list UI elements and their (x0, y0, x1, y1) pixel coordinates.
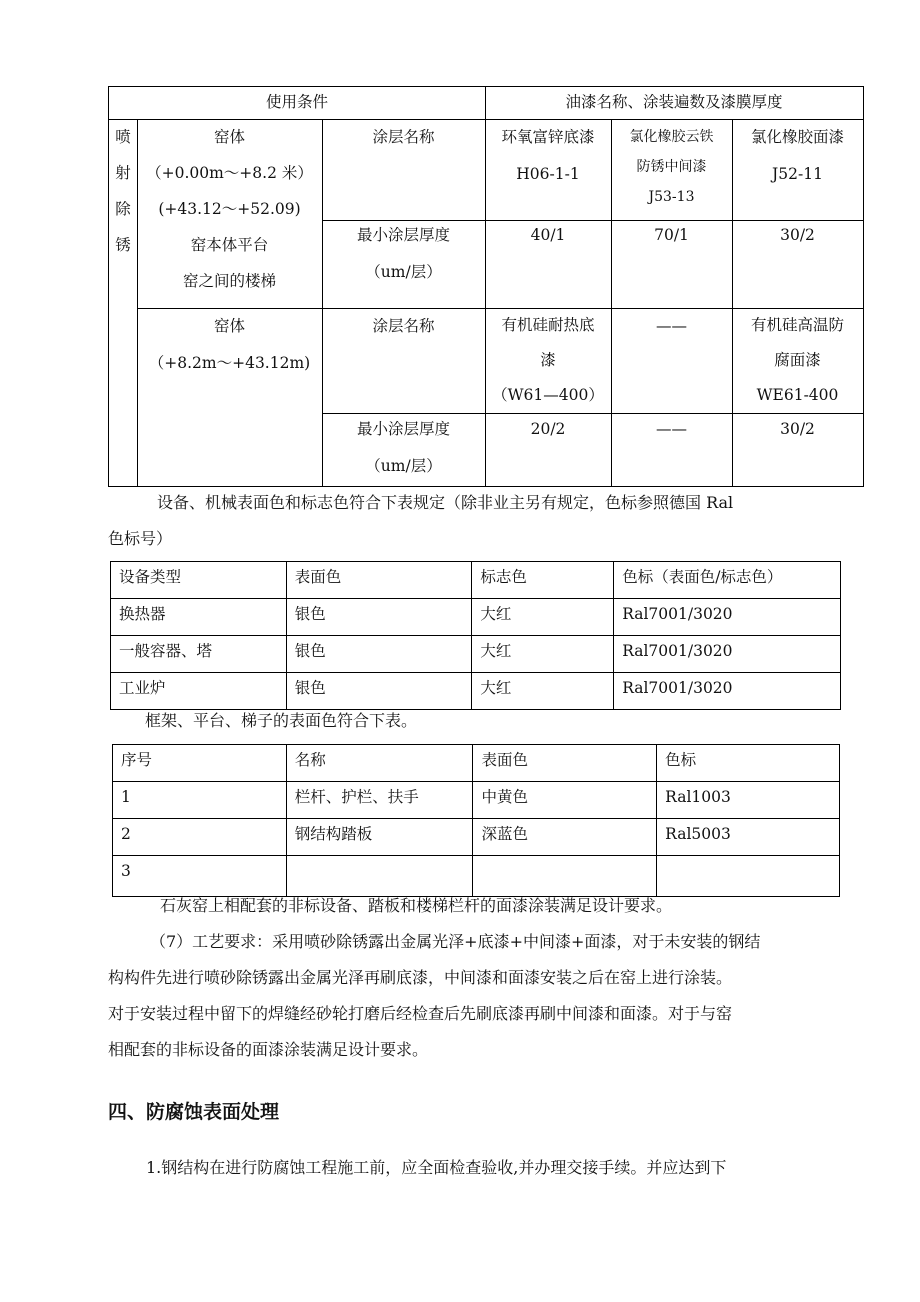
table-cell: 银色 (286, 636, 472, 673)
middle-code: J53-13 (648, 189, 695, 205)
table-header-row (111, 562, 841, 599)
method-column (109, 119, 137, 263)
table-cell: 一般容器、塔 (111, 636, 287, 673)
primer-code: H06-1-1 (516, 165, 580, 183)
middle-coat-name (611, 122, 732, 212)
method-char: 射 (115, 164, 131, 182)
thickness-unit: （um/层） (365, 263, 442, 281)
table-row (113, 819, 840, 856)
table-cell: Ral1003 (657, 782, 840, 819)
top-thickness: 30/2 (780, 420, 815, 438)
table-cell: 深蓝色 (473, 819, 657, 856)
method-char: 喷 (115, 128, 131, 146)
table-cell (657, 856, 840, 897)
middle-thickness: —— (656, 420, 687, 438)
table-cell: 银色 (286, 599, 472, 636)
primer-name (485, 308, 611, 413)
table-cell: 工业炉 (111, 673, 287, 710)
header-cell: 标志色 (472, 562, 614, 599)
primer-thickness: 40/1 (530, 226, 566, 244)
table-cell: Ral5003 (657, 819, 840, 856)
equipment-color-paragraph-line2: 色标号） (108, 529, 173, 548)
table-row (111, 599, 841, 636)
coating-name-label: 涂层名称 (372, 317, 435, 335)
location-line: (+43.12～+52.09) (158, 200, 301, 218)
primer-thickness: 20/2 (530, 420, 566, 438)
table-cell: 3 (113, 856, 287, 897)
header-cell: 名称 (286, 745, 473, 782)
table-cell: 中黄色 (473, 782, 657, 819)
header-cell: 色标（表面色/标志色） (614, 562, 841, 599)
group1-location (137, 119, 322, 299)
table-cell: Ral7001/3020 (614, 673, 841, 710)
table-cell: 换热器 (111, 599, 287, 636)
top-thickness: 30/2 (780, 226, 815, 244)
primer-code: （W61—400） (492, 386, 604, 404)
middle-thickness: 70/1 (654, 226, 689, 244)
middle-name-line: 氯化橡胶云铁 (629, 129, 714, 145)
primer-name-line: 环氧富锌底漆 (501, 128, 595, 146)
header-cell: 色标 (657, 745, 840, 782)
table-cell: 2 (113, 819, 287, 856)
header-cell: 序号 (113, 745, 287, 782)
method-char: 除 (115, 200, 131, 218)
location-line: （+0.00m～+8.2 米） (146, 164, 313, 182)
thickness-unit: （um/层） (365, 457, 442, 475)
thickness-label-line: 最小涂层厚度 (356, 420, 450, 438)
method-char: 锈 (115, 236, 131, 254)
process-paragraph-line4: 相配套的非标设备的面漆涂装满足设计要求。 (108, 1040, 429, 1059)
min-thickness-label (322, 217, 485, 291)
frame-color-table (112, 744, 840, 897)
lime-kiln-paragraph: 石灰窑上相配套的非标设备、踏板和楼梯栏杆的面漆涂装满足设计要求。 (160, 896, 673, 915)
middle-coat-name: —— (656, 317, 687, 335)
location-line: 窑体 (213, 128, 245, 146)
top-name-line: 有机硅高温防 (750, 316, 844, 334)
header-cell: 设备类型 (111, 562, 287, 599)
process-paragraph-line3: 对于安装过程中留下的焊缝经砂轮打磨后经检查后先刷底漆再刷中间漆和面漆。对于与窑 (108, 1004, 733, 1023)
process-paragraph-line1: （7）工艺要求：采用喷砂除锈露出金属光泽+底漆+中间漆+面漆，对于未安装的钢结 (150, 932, 761, 951)
top-code: WE61-400 (756, 386, 839, 404)
top-name-line: 腐面漆 (774, 351, 821, 369)
top-coat-name (732, 308, 863, 413)
table-cell: 大红 (472, 673, 614, 710)
table-cell: 大红 (472, 636, 614, 673)
header-cell: 表面色 (473, 745, 657, 782)
header-usage-conditions: 使用条件 (265, 93, 328, 111)
table-row (113, 782, 840, 819)
section-heading: 四、防腐蚀表面处理 (108, 1101, 280, 1123)
frame-color-paragraph: 框架、平台、梯子的表面色符合下表。 (145, 711, 418, 730)
equipment-color-paragraph-line1: 设备、机械表面色和标志色符合下表规定（除非业主另有规定，色标参照德国 Ral (157, 493, 734, 512)
top-name-line: 氯化橡胶面漆 (750, 128, 844, 146)
table-cell: Ral7001/3020 (614, 636, 841, 673)
location-line: （+8.2m～+43.12m) (148, 354, 311, 372)
primer-name-line: 漆 (540, 351, 556, 369)
header-paint-spec: 油漆名称、涂装遍数及漆膜厚度 (565, 93, 783, 111)
table-header-row (113, 745, 840, 782)
location-line: 窑之间的楼梯 (182, 272, 276, 290)
location-line: 窑体 (213, 317, 245, 335)
steel-structure-paragraph: 1.钢结构在进行防腐蚀工程施工前，应全面检查验收,并办理交接手续。并应达到下 (146, 1158, 727, 1177)
top-coat-name (732, 119, 863, 193)
table-cell: 大红 (472, 599, 614, 636)
process-paragraph-line2: 构构件先进行喷砂除锈露出金属光泽再刷底漆，中间漆和面漆安装之后在窑上进行涂装。 (108, 968, 733, 987)
coating-spec-table (108, 86, 864, 487)
primer-name (485, 119, 611, 193)
header-cell: 表面色 (286, 562, 472, 599)
primer-name-line: 有机硅耐热底 (501, 316, 595, 334)
location-line: 窑本体平台 (190, 236, 269, 254)
thickness-label-line: 最小涂层厚度 (356, 226, 450, 244)
equipment-color-table (110, 561, 841, 710)
table-cell: Ral7001/3020 (614, 599, 841, 636)
table-cell: 1 (113, 782, 287, 819)
table-cell: 钢结构踏板 (286, 819, 473, 856)
middle-name-line: 防锈中间漆 (636, 159, 707, 175)
min-thickness-label (322, 411, 485, 485)
coating-name-label: 涂层名称 (372, 128, 435, 146)
table-cell: 栏杆、护栏、扶手 (286, 782, 473, 819)
table-row (111, 636, 841, 673)
top-code: J52-11 (772, 165, 823, 183)
group2-location (137, 308, 322, 382)
table-cell: 银色 (286, 673, 472, 710)
